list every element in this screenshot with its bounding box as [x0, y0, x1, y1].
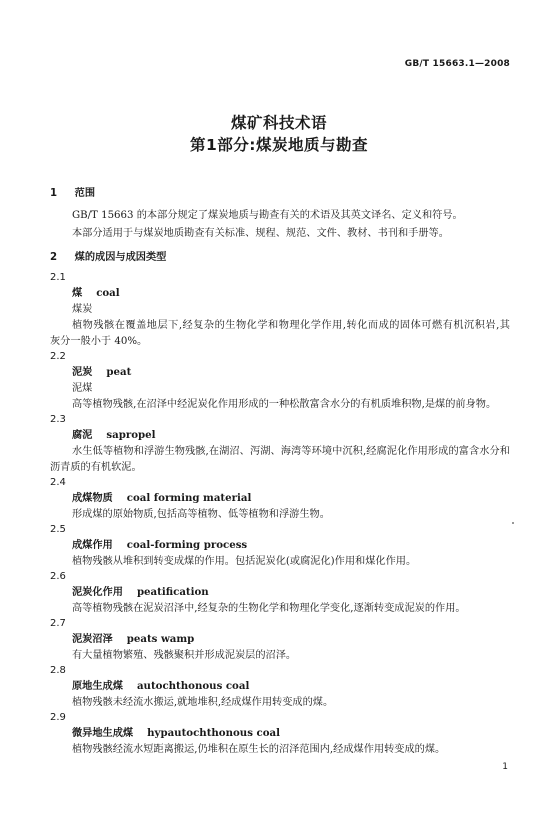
document-title: 煤矿科技术语 — [230, 114, 327, 132]
term-entry — [72, 366, 131, 379]
term-chinese: 泥炭沼泽 — [72, 634, 113, 645]
standard-code: GB/T 15663.1—2008 — [404, 59, 510, 69]
term-number: 2.3 — [50, 414, 66, 425]
term-alias: 煤炭 — [72, 304, 93, 315]
document-subtitle: 第1部分:煤炭地质与勘查 — [190, 136, 368, 154]
term-number: 2.4 — [50, 477, 66, 488]
term-number: 2.8 — [50, 665, 66, 676]
term-definition: 形成煤的原始物质,包括高等植物、低等植物和浮游生物。 — [72, 509, 330, 520]
term-chinese: 泥炭 — [72, 367, 93, 378]
term-number: 2.6 — [50, 571, 66, 582]
term-entry — [72, 429, 155, 442]
term-number: 2.2 — [50, 351, 66, 362]
term-chinese: 成煤作用 — [72, 540, 113, 551]
term-definition: 植物残骸未经流水搬运,就地堆积,经成煤作用转变成的煤。 — [72, 697, 334, 708]
section-number: 1 — [50, 188, 58, 199]
term-english: coal — [96, 287, 120, 299]
term-english: sapropel — [106, 429, 156, 441]
term-chinese: 原地生成煤 — [72, 681, 123, 692]
term-definition: 植物残骸经流水短距离搬运,仍堆积在原生长的沼泽范围内,经成煤作用转变成的煤。 — [72, 744, 446, 755]
term-definition-cont: 沥青质的有机软泥。 — [50, 462, 142, 473]
term-alias: 泥煤 — [72, 383, 93, 394]
term-number: 2.9 — [50, 712, 66, 723]
term-entry — [72, 539, 247, 552]
section-heading-scope — [50, 187, 95, 200]
term-entry — [72, 586, 209, 599]
section-title: 范围 — [74, 188, 96, 199]
section-heading-coal-genesis — [50, 251, 166, 264]
term-definition: 植物残骸从堆积到转变成煤的作用。包括泥炭化(或腐泥化)作用和煤化作用。 — [72, 556, 417, 567]
term-english: peat — [106, 366, 132, 378]
page-number: 1 — [502, 762, 508, 772]
term-chinese: 微异地生成煤 — [72, 728, 134, 739]
term-definition: 水生低等植物和浮游生物残骸,在湖沼、泻湖、海湾等环境中沉积,经腐泥化作用形成的富含水分和 — [72, 446, 510, 457]
term-chinese: 泥炭化作用 — [72, 587, 123, 598]
term-english: peats wamp — [126, 633, 195, 645]
term-chinese: 煤 — [72, 288, 83, 299]
term-entry — [72, 287, 120, 300]
term-number: 2.7 — [50, 618, 66, 629]
scan-speck — [512, 522, 514, 524]
section-title: 煤的成因与成因类型 — [74, 252, 167, 263]
term-entry — [72, 680, 249, 693]
term-number: 2.1 — [50, 272, 66, 283]
scope-paragraph-1: GB/T 15663 的本部分规定了煤炭地质与勘查有关的术语及其英文译名、定义和符号。 — [72, 210, 463, 221]
scope-paragraph-2: 本部分适用于与煤炭地质勘查有关标准、规程、规范、文件、教材、书刊和手册等。 — [72, 228, 449, 239]
term-chinese: 成煤物质 — [72, 493, 113, 504]
term-english: hypautochthonous coal — [147, 727, 280, 739]
term-number: 2.5 — [50, 524, 66, 535]
term-definition: 高等植物残骸在泥炭沼泽中,经复杂的生物化学和物理化学变化,逐渐转变成泥炭的作用。 — [72, 603, 466, 614]
term-definition: 植物残骸在覆盖地层下,经复杂的生物化学和物理化学作用,转化而成的固体可燃有机沉积岩,其 — [72, 320, 510, 331]
term-entry — [72, 492, 251, 505]
term-definition: 高等植物残骸,在沼泽中经泥炭化作用形成的一种松散富含水分的有机质堆积物,是煤的前身物。 — [72, 399, 497, 410]
term-definition-cont: 灰分一般小于 40%。 — [50, 336, 148, 347]
term-entry — [72, 727, 280, 740]
term-chinese: 腐泥 — [72, 430, 93, 441]
term-english: autochthonous coal — [136, 680, 250, 692]
term-entry — [72, 633, 194, 646]
term-english: coal-forming process — [126, 539, 248, 551]
term-definition: 有大量植物繁殖、残骸聚积并形成泥炭层的沼泽。 — [72, 650, 297, 661]
term-english: coal forming material — [126, 492, 252, 504]
term-english: peatification — [136, 586, 209, 598]
section-number: 2 — [50, 252, 58, 263]
